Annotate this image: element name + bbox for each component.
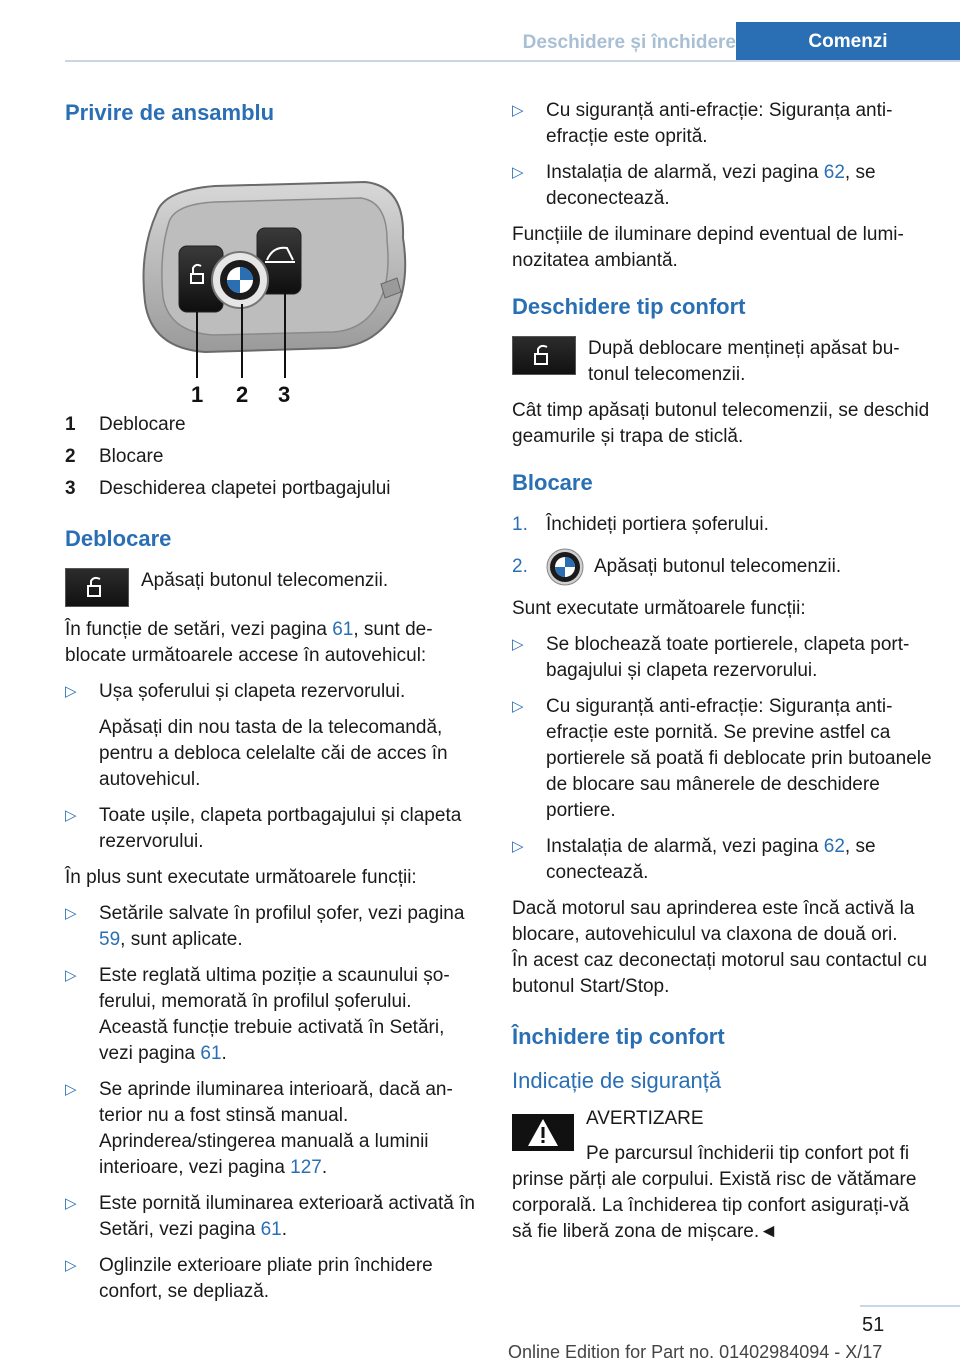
bmw-logo-icon xyxy=(546,548,584,586)
callout-3: 3 xyxy=(278,382,291,407)
numbered-step: 2. Apăsați butonul telecomenzii. xyxy=(512,548,932,586)
legend-num: 2 xyxy=(65,446,76,467)
page-link[interactable]: 62 xyxy=(823,836,845,857)
triangle-bullet-icon: ▷ xyxy=(65,1257,77,1274)
page-link[interactable]: 127 xyxy=(290,1157,322,1178)
overview-heading: Privire de ansamblu xyxy=(65,100,275,125)
unlock-heading: Deblocare xyxy=(65,526,172,551)
page-link[interactable]: 61 xyxy=(332,619,354,640)
triangle-bullet-icon: ▷ xyxy=(512,636,524,653)
triangle-bullet-icon: ▷ xyxy=(65,1195,77,1212)
unlock-instruction-row xyxy=(65,568,483,607)
bullet-item: ▷ Instalația de alarmă, vezi pagina 62, se conectează. xyxy=(512,834,932,886)
left-column xyxy=(65,98,483,1315)
legend-num: 3 xyxy=(65,478,76,499)
triangle-bullet-icon: ▷ xyxy=(512,164,524,181)
header-rule xyxy=(65,60,960,62)
comfort-open-instruction-row xyxy=(512,336,932,388)
page-link[interactable]: 62 xyxy=(823,162,845,183)
legend-num: 1 xyxy=(65,414,76,435)
section-tab: Comenzi xyxy=(736,22,960,62)
callout-1: 1 xyxy=(191,382,204,407)
unlock-instruction: Apăsați butonul telecomenzii. xyxy=(141,570,389,591)
lock-functions-intro: Sunt executate următoarele funcții: xyxy=(512,598,806,619)
triangle-bullet-icon: ▷ xyxy=(512,102,524,119)
comfort-open-instruction: După deblocare mențineți apăsat butonul telecomenzii. xyxy=(588,338,900,385)
safety-heading: Indicație de siguranță xyxy=(512,1068,722,1093)
legend-text: Deblocare xyxy=(99,414,186,435)
comfort-open-heading: Deschidere tip confort xyxy=(512,294,746,319)
bullet-item: ▷ Instalația de alarmă, vezi pagina 62, se deconectează. xyxy=(512,160,932,212)
triangle-bullet-icon: ▷ xyxy=(65,1081,77,1098)
triangle-bullet-icon: ▷ xyxy=(65,967,77,984)
warning-text: Pe parcursul închiderii tip confort pot fi prinse părți ale corpului. Există risc de vătămare corporală. La închiderea tip confort asigurați-vă să fie liberă zona de mișcare.◄ xyxy=(512,1143,917,1242)
chapter-title: Deschidere și închidere xyxy=(522,32,736,53)
bullet-item: ▷ Cu siguranță anti-efracție: Siguranța anti-efracție este pornită. Se previne astfel ca portierele să poată fi deblocate prin butoanele de blocare sau mânerele de deschidere portiere. xyxy=(512,694,932,824)
bullet-item: ▷ Este reglată ultima poziție a scaunului șoferului, memorată în profilul șoferului. Această funcție trebuie activată în Setări, vezi pagina 61. xyxy=(65,963,483,1067)
ambient-note: Funcțiile de iluminare depind eventual de luminozitatea ambiantă. xyxy=(512,224,904,271)
callout-2: 2 xyxy=(236,382,249,407)
warning-label: AVERTIZARE xyxy=(586,1108,704,1129)
figure-legend xyxy=(65,412,483,502)
lock-paragraph-1: Dacă motorul sau aprinderea este încă activă la blocare, autovehiculul va claxona de două ori. xyxy=(512,898,915,945)
bullet-item: ▷ Toate ușile, clapeta portbagajului și clapeta rezervorului. xyxy=(65,803,483,855)
lock-heading: Blocare xyxy=(512,470,593,495)
legend-text: Blocare xyxy=(99,446,164,467)
bullet-item: ▷ Ușa șoferului și clapeta rezervorului. xyxy=(65,679,483,705)
bullet-item: ▷ Se aprinde iluminarea interioară, dacă anterior nu a fost stinsă manual. Aprinderea/stingerea manuală a luminii interioare, vezi pagina 127. xyxy=(65,1077,483,1181)
bullet-item: ▷ Este pornită iluminarea exterioară activată în Setări, vezi pagina 61. xyxy=(65,1191,483,1243)
numbered-step: 1. Închideți portiera șoferului. xyxy=(512,514,769,535)
legend-text: Deschiderea clapetei portbagajului xyxy=(99,478,391,499)
unlock-paragraph: În funcție de setări, vezi pagina 61, sunt deblocate următoarele accese în autovehicul: xyxy=(65,619,433,666)
remote-key-figure xyxy=(65,142,483,412)
triangle-bullet-icon: ▷ xyxy=(512,838,524,855)
bullet-subtext: Apăsați din nou tasta de la telecomandă, pentru a debloca celelalte căi de acces în autovehicul. xyxy=(99,717,448,790)
bullet-item: ▷ Cu siguranță anti-efracție: Siguranța anti-efracție este oprită. xyxy=(512,98,932,150)
triangle-bullet-icon: ▷ xyxy=(65,905,77,922)
page-link[interactable]: 61 xyxy=(260,1219,282,1240)
warning-triangle-icon xyxy=(512,1114,574,1151)
comfort-close-heading: Închidere tip confort xyxy=(512,1024,725,1049)
bullet-item: ▷ Setările salvate în profilul șofer, vezi pagina 59, sunt aplicate. xyxy=(65,901,483,953)
page-header xyxy=(65,22,960,62)
bullet-item: ▷ Se blochează toate portierele, clapeta portbagajului și clapeta rezervorului. xyxy=(512,632,932,684)
extra-functions-intro: În plus sunt executate următoarele funcții: xyxy=(65,867,417,888)
unlock-button-icon xyxy=(65,568,129,607)
page-link[interactable]: 59 xyxy=(99,929,121,950)
bullet-item: ▷ Oglinzile exterioare pliate prin închidere confort, se depliază. xyxy=(65,1253,483,1305)
right-column xyxy=(512,98,932,1255)
triangle-bullet-icon: ▷ xyxy=(65,683,77,700)
lock-paragraph-2: În acest caz deconectați motorul sau contactul cu butonul Start/Stop. xyxy=(512,950,928,997)
page-link[interactable]: 61 xyxy=(200,1043,222,1064)
edition-footer: Online Edition for Part no. 01402984094 - X/17 xyxy=(508,1342,883,1362)
footer-rule xyxy=(860,1305,960,1307)
page-number: 51 xyxy=(862,1314,885,1336)
unlock-button-icon xyxy=(512,336,576,375)
comfort-open-paragraph: Cât timp apăsați butonul telecomenzii, se deschid geamurile și trapa de sticlă. xyxy=(512,400,930,447)
triangle-bullet-icon: ▷ xyxy=(65,807,77,824)
triangle-bullet-icon: ▷ xyxy=(512,698,524,715)
remote-key-illustration xyxy=(65,142,483,412)
